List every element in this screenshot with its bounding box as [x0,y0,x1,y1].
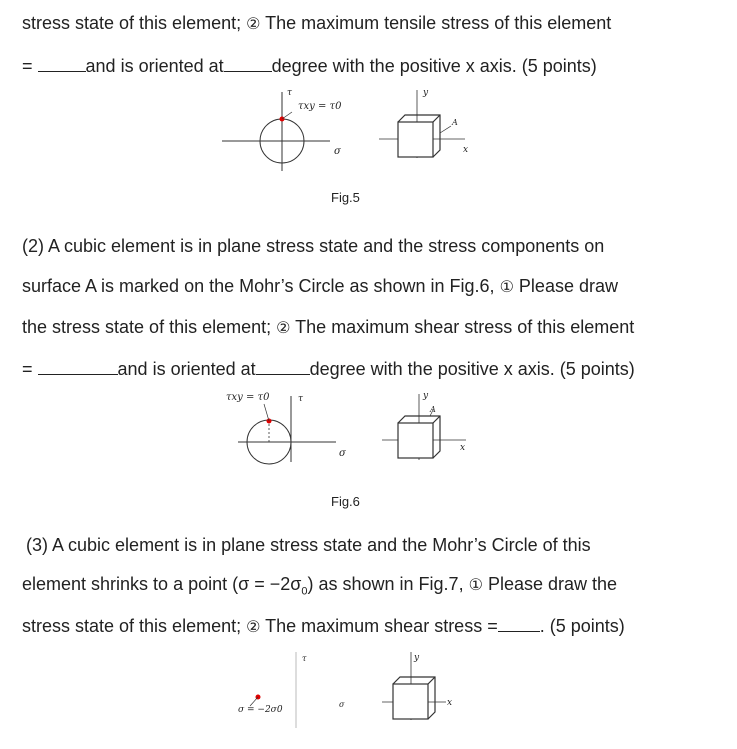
p3-line3-a: stress state of this element; [22,616,242,636]
p2-line3-num: ② [276,318,291,337]
p2-eq: = [22,359,33,379]
answer-blank-angle-1[interactable] [224,53,272,72]
p3-line2-b: ) as shown in Fig.7, [307,574,464,594]
fig6-cube [378,390,478,470]
fig7-y-label: y [414,653,420,663]
p3-line1: (3) A cubic element is in plane stress state and the Mohr’s Circle of this [26,535,591,555]
fig6-x-label: x [460,443,466,453]
p1-line2 [22,53,672,77]
p3-line3-c: . (5 points) [539,616,625,636]
fig6-tau-eq: τxy = τ0 [226,392,270,403]
p2-line2-b: Please draw [518,276,618,296]
p2-line2-a: surface A is marked on the Mohr’s Circle as shown in Fig.6, [22,276,495,296]
answer-blank-shear-3[interactable] [498,613,540,632]
p2-line3 [22,316,672,339]
fig5-mohr-circle [220,86,350,176]
p3-line3 [22,613,672,638]
p3-line2 [22,573,672,603]
p3-line2-a: element shrinks to a point (σ = −2σ [22,574,302,594]
fig5-tau-eq: τxy = τ0 [298,101,342,112]
p3-line3-num: ② [246,617,261,636]
p1-line1-rest: The maximum tensile stress of this element [265,13,612,33]
p2-line2 [22,275,672,298]
fig5-cube [375,86,475,166]
p3-line2-c: Please draw the [487,574,618,594]
p1-degree: degree with the positive x axis. (5 points) [271,56,597,76]
fig6-tau-label: τ [298,394,303,404]
fig5-x-label: x [463,145,469,155]
fig7-mohr-point [236,650,356,730]
fig5-tau-label: τ [287,88,292,98]
p1-line1 [22,12,672,35]
p3-line3-b: The maximum shear stress = [265,616,498,636]
fig6-a-label: A [430,405,436,414]
fig6-caption: Fig.6 [331,494,360,509]
p3-line2-num: ① [468,575,483,594]
p2-line4 [22,356,672,380]
p3-line2-sub: 0 [301,585,308,598]
fig6-y-label: y [423,391,429,401]
answer-blank-angle-2[interactable] [256,356,310,375]
fig5-y-label: y [423,88,429,98]
p1-line1-text: stress state of this element; [22,13,242,33]
answer-blank-max-shear[interactable] [38,356,118,375]
p2-line1: (2) A cubic element is in plane stress state and the stress components on [22,236,605,256]
fig7-point-label: σ = −2σ0 [238,705,283,715]
p2-degree: degree with the positive x axis. (5 points) [309,359,635,379]
p2-oriented: and is oriented at [117,359,256,379]
p2-line2-num: ① [499,277,514,296]
fig7-sigma-label: σ [339,700,345,709]
fig7-tau-label: τ [302,654,307,663]
fig6-mohr-circle [236,392,376,472]
fig5-a-label: A [452,118,458,127]
fig5-caption: Fig.5 [331,190,360,205]
fig5-sigma-label: σ [334,146,341,157]
fig6-sigma-label: σ [339,448,346,459]
p2-line3-a: the stress state of this element; [22,317,272,337]
answer-blank-max-tensile[interactable] [38,53,86,72]
p1-oriented: and is oriented at [85,56,224,76]
p1-line1-num: ② [246,14,261,33]
fig7-x-label: x [447,698,453,708]
p1-eq: = [22,56,33,76]
fig7-cube [378,650,478,730]
p2-line3-b: The maximum shear stress of this element [295,317,635,337]
